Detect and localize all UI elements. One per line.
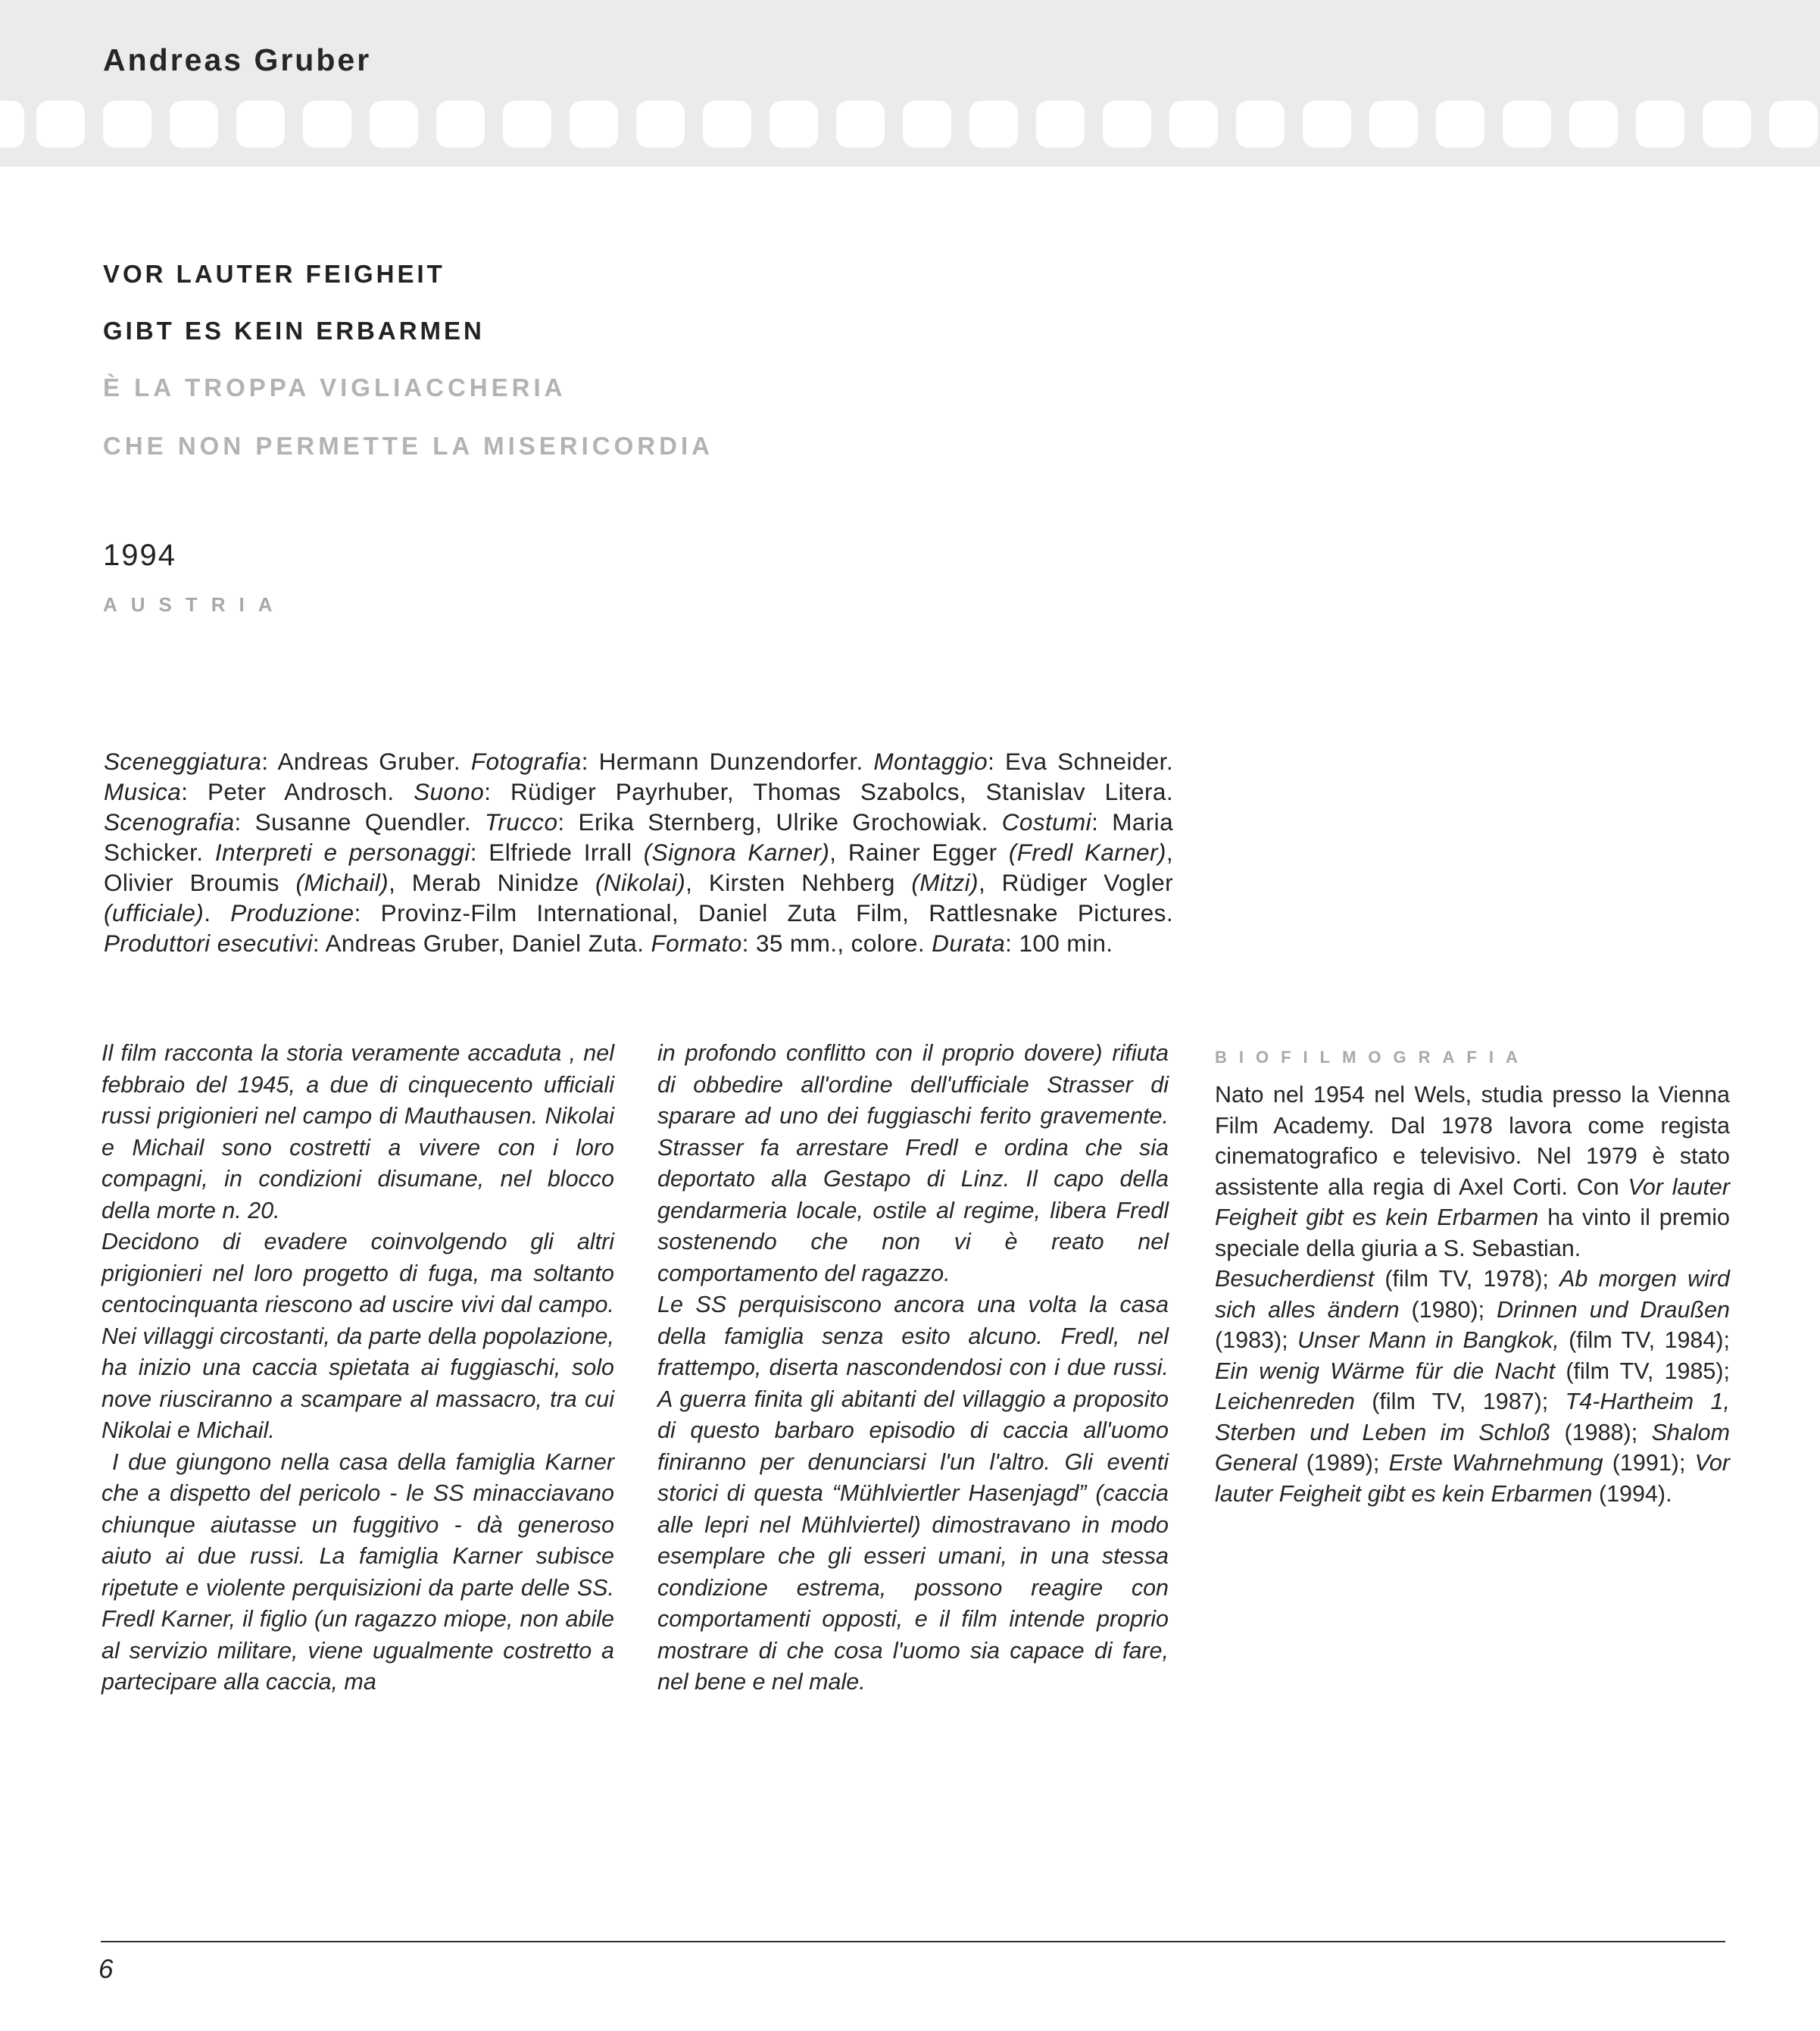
film-year: 1994 [103,539,176,572]
film-perforation [0,101,24,148]
film-perforation [1436,101,1484,148]
cast-character: (Fredl Karner) [1008,839,1166,866]
bio-intro-text: Nato nel 1954 nel Wels, studia presso la Vienna Film Academy. Dal 1978 lavora come regista cinematografico e televisivo. Nel 1979 è stato assistente alla regia di Axel Corti. Con [1215,1082,1730,1200]
film-perforation [703,101,751,148]
film-perforation [103,101,151,148]
work-detail: (film TV, 1984); [1559,1327,1730,1353]
film-perforation [36,101,85,148]
cast-character: (Michail) [295,869,389,896]
work-title: Leichenreden [1215,1389,1355,1414]
work-title: Ab morgen wird sich alles ändern [1215,1266,1730,1323]
film-perforation [903,101,951,148]
synopsis-column-2 [657,1038,1169,1698]
synopsis-paragraph: I due giungono nella casa della famiglia Karner che a dispetto del pericolo - le SS minacciavano chiunque aiutasse un fuggitivo - dà generoso aiuto ai due russi. La famiglia Karner subisce ripetute e violente perquisizioni da parte delle SS. Fredl Karner, il figlio (un ragazzo miope, non abile al servizio militare, viene ugualmente costretto a partecipare alla caccia, ma [101,1448,614,1695]
page-number: 6 [98,1954,114,1984]
bio-intro [1215,1080,1730,1264]
work-detail: (film TV, 1978); [1374,1266,1560,1292]
cast-character: (Mitzi) [911,869,979,896]
credit-role: Formato [651,930,742,957]
credit-names: Andreas Gruber. [277,748,461,775]
credit-names: Susanne Quendler. [254,808,472,836]
work-detail: (1983); [1215,1327,1298,1353]
credit-names: Maria Schicker. [104,808,1173,866]
film-perforation [836,101,885,148]
bio-filmography [1215,1264,1730,1509]
work-title: Ein wenig Wärme für die Nacht [1215,1358,1556,1384]
synopsis-paragraph: in profondo conflitto con il proprio dovere) rifiuta di obbedire all'ordine dell'ufficiale Strasser di sparare ad uno dei fuggiaschi ferito gravemente. Strasser fa arrestare Fredl e ordina che sia deportato alla Gestapo di Linz. Il capo della gendarmeria locale, ostile al regime, libera Fredl sostenendo che non vi è reato nel comportamento del ragazzo. [657,1040,1169,1286]
credit-role: Suono [414,778,485,805]
header-band [0,0,1820,167]
credit-role: Musica [104,778,182,805]
title-german-line-1: VOR LAUTER FEIGHEIT [103,260,445,288]
credit-role: Trucco [485,808,558,836]
work-detail: (film TV, 1987); [1354,1389,1566,1414]
credit-role: Sceneggiatura [104,748,262,775]
credit-names: Rüdiger Payrhuber, Thomas Szabolcs, Stanislav Litera. [510,778,1174,805]
film-perforation [1236,101,1285,148]
bio-film-title: Vor lauter Feigheit gibt es kein Erbarmen [1215,1173,1730,1230]
cast-character: (ufficiale) [104,899,204,926]
credit-role: Produttori esecutivi [104,930,313,957]
credit-names: Hermann Dunzendorfer. [598,748,863,775]
credit-role: Montaggio [873,748,988,775]
film-perforation [436,101,485,148]
film-perforation [969,101,1018,148]
bio-intro-text: ha vinto il premio speciale della giuria a S. Sebastian. [1215,1205,1730,1261]
credit-names: Andreas Gruber, Daniel Zuta. [325,930,645,957]
work-detail: (1980); [1399,1296,1497,1323]
synopsis-paragraph: Decidono di evadere coinvolgendo gli altri prigionieri nel loro progetto di fuga, ma soltanto centocinquanta riescono ad uscire vivi dal campo. Nei villaggi circostanti, da parte della popolazione, ha inizio una caccia spietata ai fuggiaschi, solo nove riusciranno a scampare al massacro, tra cui Nikolai e Michail. [101,1229,614,1443]
cast-actor: Kirsten Nehberg [708,869,895,896]
work-detail: (1991); [1603,1450,1695,1476]
title-german-line-2: GIBT ES KEIN ERBARMEN [103,317,485,345]
credit-role: Costumi [1001,808,1092,836]
credit-names: Eva Schneider. [1004,748,1173,775]
film-perforation [1169,101,1218,148]
cast-role: Interpreti e personaggi [214,839,470,866]
credit-role: Durata [932,930,1006,957]
footer-rule [101,1941,1725,1942]
work-title: T4-Hartheim 1, Sterben und Leben im Schloß [1215,1389,1730,1445]
film-perforation [1303,101,1351,148]
film-perforation [1036,101,1085,148]
synopsis-column-1 [101,1038,614,1698]
cast-actor: Rainer Egger [848,839,997,866]
work-title: Vor lauter Feigheit gibt es kein Erbarmen [1215,1450,1730,1507]
work-title: Besucherdienst [1215,1266,1375,1292]
biofilmografia-heading: BIOFILMOGRAFIA [1215,1048,1530,1067]
film-perforation [1503,101,1551,148]
work-detail: (1989); [1297,1450,1389,1476]
credit-names: Peter Androsch. [207,778,395,805]
film-perforation [1703,101,1751,148]
work-detail: (1994). [1592,1480,1672,1507]
work-title: Erste Wahrnehmung [1388,1450,1603,1476]
film-country: AUSTRIA [103,593,286,616]
film-strip-decoration [0,101,1820,148]
work-detail: (film TV, 1985); [1555,1358,1731,1384]
credit-role: Produzione [230,899,354,926]
film-title-block [103,261,713,492]
cast-character: (Nikolai) [595,869,686,896]
synopsis-paragraph: Le SS perquisiscono ancora una volta la casa della famiglia senza esito alcuno. Fredl, nel frattempo, diserta nascondendosi con i due russi. A guerra finita gli abitanti del villaggio a proposito di questo barbaro episodio di caccia all'uomo finiranno per denunciarsi l'un l'altro. Gli eventi storici di questa “Mühlviertler Hasenjagd” (caccia alle lepri nel Mühlviertel) dimostravano in modo esemplare che gli esseri umani, in una stessa condizione estrema, possono reagire con comportamenti opposti, e il film intende proprio mostrare di che cosa l'uomo sia capace di fare, nel bene e nel male. [657,1292,1169,1695]
film-perforation [770,101,818,148]
work-title: Unser Mann in Bangkok, [1297,1327,1559,1353]
credit-names: Provinz-Film International, Daniel Zuta Film, Rattlesnake Pictures. [380,899,1173,926]
film-perforation [1369,101,1418,148]
film-perforation [1103,101,1151,148]
cast-actor: Olivier Broumis [104,869,279,896]
credits-paragraph: Sceneggiatura: Andreas Gruber. Fotografia: Hermann Dunzendorfer. Montaggio: Eva Schneider. Musica: Peter Androsch. Suono: Rüdiger Payrhuber, Thomas Szabolcs, Stanislav Litera. Scenografia: Susanne Quendler. Trucco: Erika Sternberg, Ulrike Grochowiak. Costumi: Maria Schicker. Interpreti e personaggi: Elfriede Irrall (Signora Karner), Rainer Egger (Fredl Karner), Olivier Broumis (Michail), Merab Ninidze (Nikolai), Kirsten Nehberg (Mitzi), Rüdiger Vogler (ufficiale). Produzione: Provinz-Film International, Daniel Zuta Film, Rattlesnake Pictures. Produttori esecutivi: Andreas Gruber, Daniel Zuta. Formato: 35 mm., colore. Durata: 100 min. [104,748,1174,957]
biofilmografia-text [1215,1080,1730,1509]
film-perforation [303,101,351,148]
film-perforation [503,101,551,148]
cast-actor: Merab Ninidze [411,869,579,896]
film-perforation [1636,101,1684,148]
credit-role: Fotografia [470,748,582,775]
credit-names: 35 mm., colore. [755,930,926,957]
work-detail: (1988); [1550,1419,1652,1445]
cast-actor: Elfriede Irrall [489,839,632,866]
film-perforation [370,101,418,148]
film-perforation [1569,101,1618,148]
credit-role: Scenografia [104,808,235,836]
film-perforation [170,101,218,148]
synopsis-paragraph: Il film racconta la storia veramente accaduta , nel febbraio del 1945, a due di cinquecento ufficiali russi prigionieri nel campo di Mauthausen. Nikolai e Michail sono costretti a vivere con i loro compagni, in condizioni disumane, nel blocco della morte n. 20. [101,1040,614,1223]
biofilmografia-section [1215,1049,1730,1509]
title-italian-line-1: È LA TROPPA VIGLIACCHERIA [103,373,567,402]
director-name: Andreas Gruber [103,42,372,77]
credit-names: 100 min. [1019,930,1113,957]
work-title: Drinnen und Draußen [1496,1296,1730,1323]
cast-actor: Rüdiger Vogler [1001,869,1174,896]
film-perforation [636,101,685,148]
film-perforation [1769,101,1818,148]
work-title: Shalom General [1215,1419,1730,1476]
film-perforation [236,101,285,148]
film-perforation [570,101,618,148]
title-italian-line-2: CHE NON PERMETTE LA MISERICORDIA [103,432,713,460]
cast-character: (Signora Karner) [643,839,830,866]
credit-names: Erika Sternberg, Ulrike Grochowiak. [578,808,988,836]
